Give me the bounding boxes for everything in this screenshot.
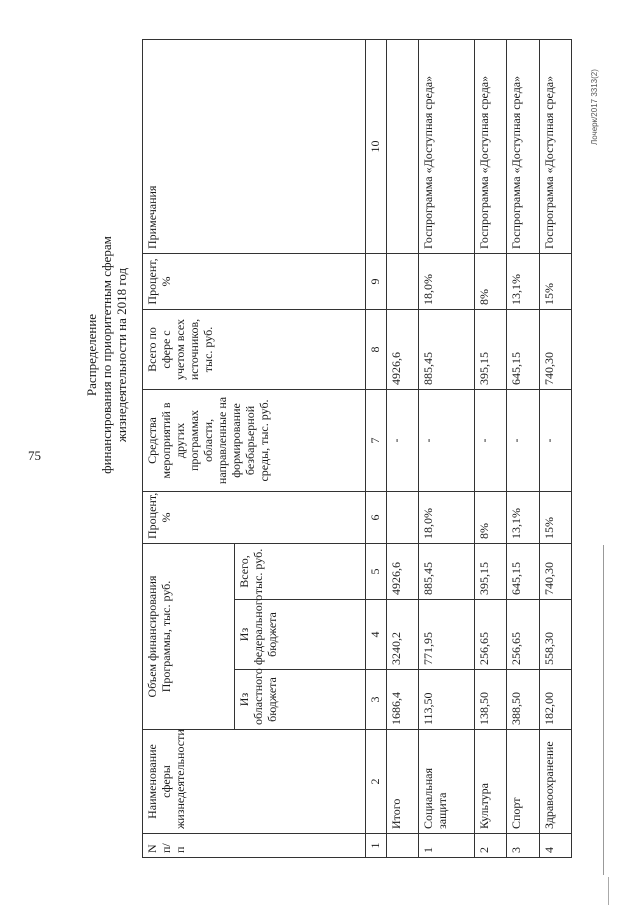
cell-total: 395,15 xyxy=(475,543,507,599)
footer-mark: Лочерк/2017 3313(2) xyxy=(590,69,599,145)
cell-note: Госпрограмма «Доступная среда» xyxy=(418,39,474,253)
cell-percent: 15% xyxy=(539,491,571,543)
cell-n xyxy=(386,834,418,858)
cell-total: 645,15 xyxy=(507,543,539,599)
column-number: 9 xyxy=(365,253,386,309)
header-n: N п/п xyxy=(143,834,366,858)
cell-n: 4 xyxy=(539,834,571,858)
header-program-volume: Объем финансирования Программы, тыс. руб. xyxy=(143,543,235,729)
table-row xyxy=(475,39,507,857)
cell-federal: 3240,2 xyxy=(386,600,418,670)
cell-other: - xyxy=(386,389,418,491)
funding-table xyxy=(142,39,572,858)
cell-sphere: Здравоохранение xyxy=(539,730,571,834)
header-other-programs: Средства мероприятий в других программах области, направленные на формирование безбарьерной среды, тыс. руб. xyxy=(143,389,366,491)
cell-sphere: Культура xyxy=(475,730,507,834)
cell-regional: 388,50 xyxy=(507,670,539,730)
header-regional: Из областного бюджета xyxy=(234,670,365,730)
heading-line-3: жизнедеятельности на 2018 год xyxy=(114,267,129,443)
cell-federal: 771,95 xyxy=(418,600,474,670)
cell-total: 4926,6 xyxy=(386,543,418,599)
cell-federal: 256,65 xyxy=(507,600,539,670)
table-row xyxy=(418,39,474,857)
header-federal: Из федерального бюджета xyxy=(234,600,365,670)
cell-other: - xyxy=(539,389,571,491)
cell-percent: 13,1% xyxy=(507,491,539,543)
cell-percent: 8% xyxy=(475,491,507,543)
column-number: 6 xyxy=(365,491,386,543)
header-percent-2: Процент, % xyxy=(143,253,366,309)
cell-total: 885,45 xyxy=(418,543,474,599)
cell-federal: 256,65 xyxy=(475,600,507,670)
header-notes: Примечания xyxy=(143,39,366,253)
table-row xyxy=(539,39,571,857)
column-number: 4 xyxy=(365,600,386,670)
page-number: 75 xyxy=(28,448,41,463)
cell-sphere: Спорт xyxy=(507,730,539,834)
cell-percent xyxy=(386,491,418,543)
header-row-1 xyxy=(143,39,235,857)
cell-note: Госпрограмма «Доступная среда» xyxy=(507,39,539,253)
cell-percent-2: 13,1% xyxy=(507,253,539,309)
cell-n: 3 xyxy=(507,834,539,858)
cell-percent: 18,0% xyxy=(418,491,474,543)
cell-percent-2: 8% xyxy=(475,253,507,309)
cell-n: 1 xyxy=(418,834,474,858)
header-total: Всего, тыс. руб. xyxy=(234,543,365,599)
column-number: 3 xyxy=(365,670,386,730)
cell-other: - xyxy=(418,389,474,491)
cell-other: - xyxy=(507,389,539,491)
cell-all: 885,45 xyxy=(418,309,474,389)
table-row xyxy=(507,39,539,857)
table-row-total xyxy=(386,39,418,857)
cell-all: 740,30 xyxy=(539,309,571,389)
header-percent: Процент, % xyxy=(143,491,366,543)
cell-note xyxy=(386,39,418,253)
column-number: 8 xyxy=(365,309,386,389)
column-number: 7 xyxy=(365,389,386,491)
cell-other: - xyxy=(475,389,507,491)
cell-regional: 138,50 xyxy=(475,670,507,730)
column-number: 1 xyxy=(365,834,386,858)
heading-line-2: финансирования по приоритетным сферам xyxy=(99,236,114,474)
document-heading xyxy=(84,105,129,605)
column-number: 5 xyxy=(365,543,386,599)
heading-line-1: Распределение xyxy=(84,313,99,397)
cell-regional: 1686,4 xyxy=(386,670,418,730)
column-number: 2 xyxy=(365,730,386,834)
column-number: 10 xyxy=(365,39,386,253)
cell-regional: 182,00 xyxy=(539,670,571,730)
cell-n: 2 xyxy=(475,834,507,858)
divider-line xyxy=(603,545,604,875)
cell-percent-2 xyxy=(386,253,418,309)
divider-line-short xyxy=(608,877,609,905)
cell-federal: 558,30 xyxy=(539,600,571,670)
cell-percent-2: 18,0% xyxy=(418,253,474,309)
cell-regional: 113,50 xyxy=(418,670,474,730)
header-total-all: Всего по сфере с учетом всех источников, тыс. руб. xyxy=(143,309,366,389)
cell-all: 395,15 xyxy=(475,309,507,389)
column-number-row xyxy=(365,39,386,857)
header-sphere: Наименование сферы жизнедеятельности xyxy=(143,730,366,834)
cell-percent-2: 15% xyxy=(539,253,571,309)
cell-all: 4926,6 xyxy=(386,309,418,389)
cell-sphere: Социальная защита xyxy=(418,730,474,834)
cell-all: 645,15 xyxy=(507,309,539,389)
cell-sphere: Итого xyxy=(386,730,418,834)
cell-total: 740,30 xyxy=(539,543,571,599)
cell-note: Госпрограмма «Доступная среда» xyxy=(475,39,507,253)
cell-note: Госпрограмма «Доступная среда» xyxy=(539,39,571,253)
